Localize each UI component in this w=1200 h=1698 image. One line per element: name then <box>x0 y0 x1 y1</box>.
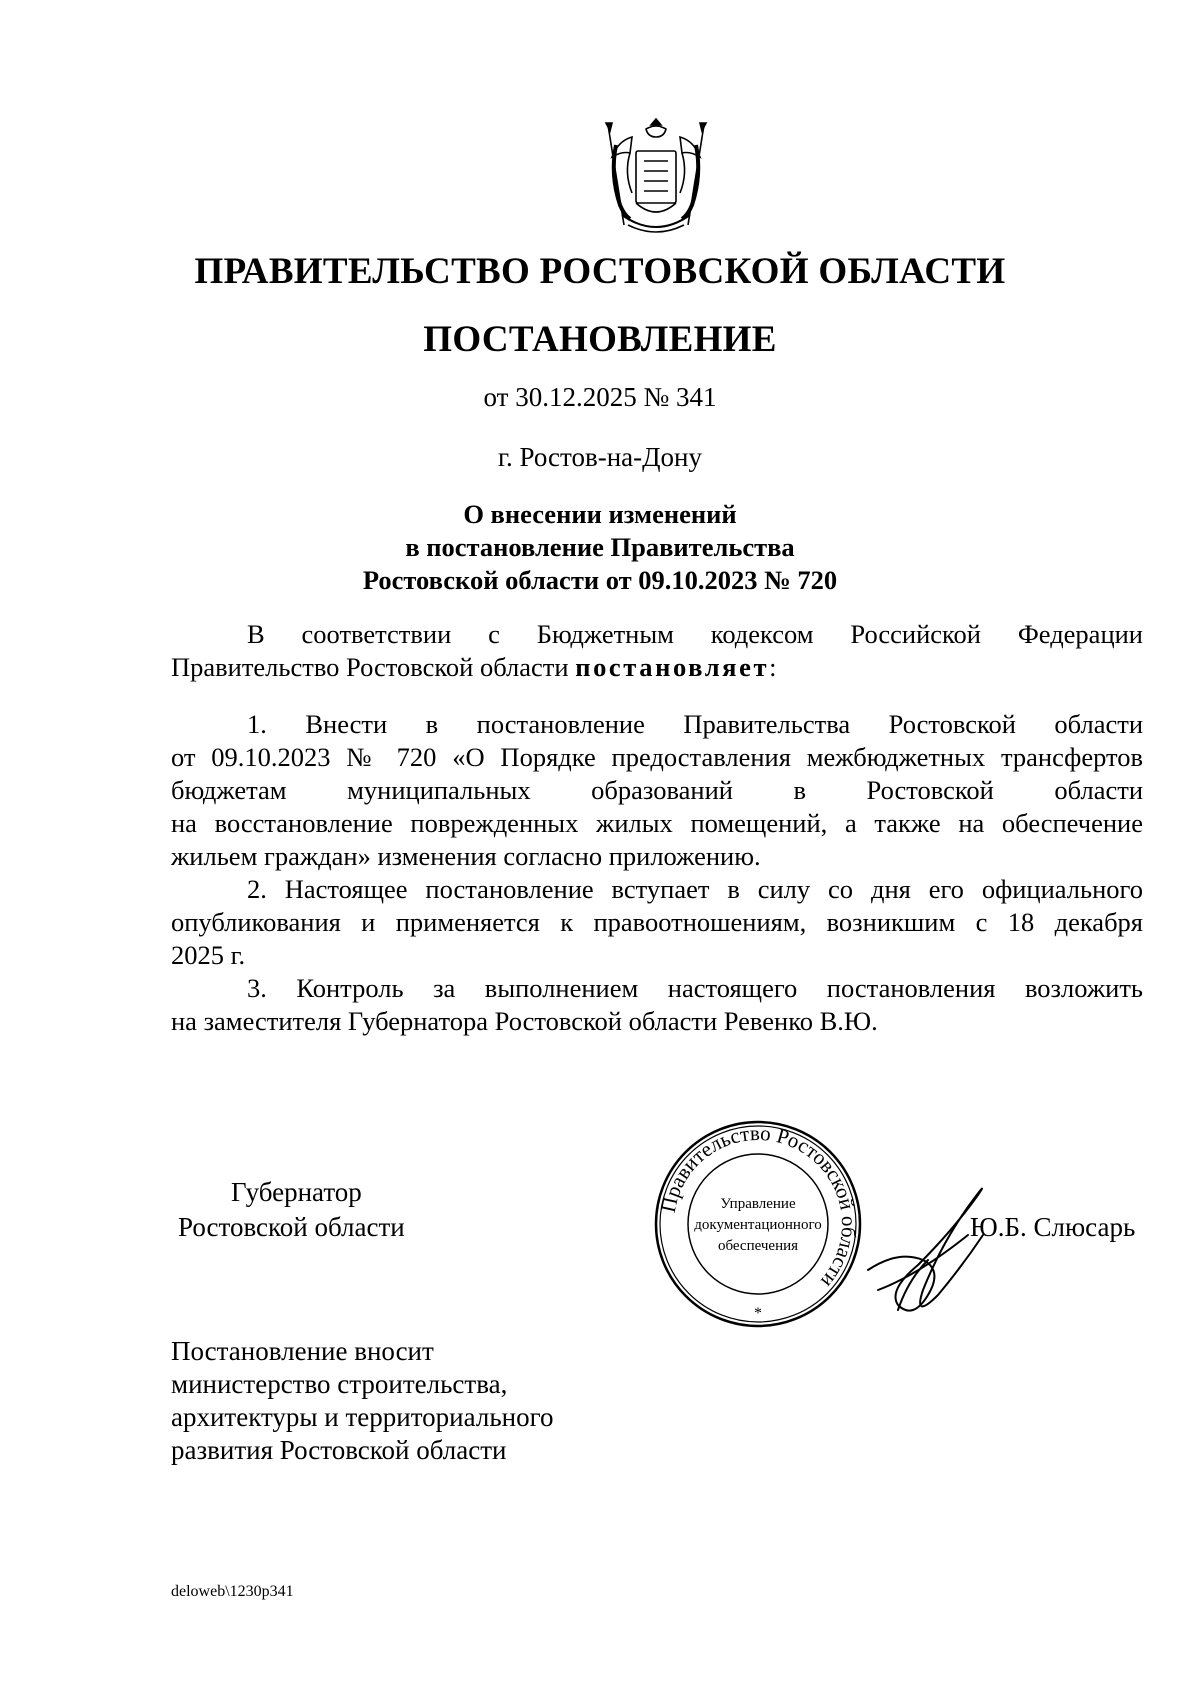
submitted-by-block <box>171 1335 554 1467</box>
submitted-by-line: архитектуры и территориального <box>171 1402 554 1432</box>
resolution-item-1 <box>171 708 1143 873</box>
item-line: жильем граждан» изменения согласно приложению. <box>171 841 761 871</box>
submitted-by-line: развития Ростовской области <box>171 1435 507 1465</box>
item-line: 1. Внести в постановление Правительства Ростовской области <box>247 709 1143 739</box>
item-line: бюджетам муниципальных образований в Ростовской области <box>171 775 1143 805</box>
signatory-name: Ю.Б. Слюсарь <box>970 1212 1136 1242</box>
organization-title: ПРАВИТЕЛЬСТВО РОСТОВСКОЙ ОБЛАСТИ <box>194 251 1006 292</box>
preamble-line <box>171 651 1143 684</box>
document-subject <box>0 498 1200 597</box>
document-date-number: от 30.12.2025 № 341 <box>483 382 717 412</box>
item-line: 2. Настоящее постановление вступает в силу со дня его официального <box>247 874 1143 904</box>
item-line: опубликования и применяется к правоотношениям, возникшим с 18 декабря <box>171 907 1143 937</box>
subject-line: в постановление Правительства <box>405 532 795 562</box>
preamble-paragraph <box>171 618 1143 684</box>
handwritten-signature <box>858 1160 1008 1360</box>
seal-inner-line: документационного <box>694 1217 822 1233</box>
subject-line: Ростовской области от 09.10.2023 № 720 <box>362 565 838 595</box>
signatory-position: Губернатор <box>231 1177 362 1207</box>
seal-star: * <box>754 1305 762 1322</box>
preamble-line: В соответствии с Бюджетным кодексом Российской Федерации <box>247 619 1143 649</box>
document-place: г. Ростов-на-Дону <box>497 442 702 472</box>
seal-inner-line: Управление <box>720 1196 796 1212</box>
seal-inner-line: обеспечения <box>717 1238 799 1254</box>
document-type-title: ПОСТАНОВЛЕНИЕ <box>423 319 777 360</box>
item-line: от 09.10.2023 № 720 «О Порядке предоставления межбюджетных трансфертов <box>171 742 1143 772</box>
preamble-text: Правительство Ростовской области <box>171 652 576 682</box>
file-reference: deloweb\1230p341 <box>171 1583 294 1600</box>
item-line: 3. Контроль за выполнением настоящего постановления возложить <box>247 973 1143 1003</box>
preamble-colon: : <box>769 652 777 682</box>
submitted-by-line: Постановление вносит <box>171 1336 434 1366</box>
signatory-region: Ростовской области <box>178 1212 405 1242</box>
resolution-item-3 <box>171 972 1143 1038</box>
submitted-by-line: министерство строительства, <box>171 1369 508 1399</box>
item-line: на восстановление поврежденных жилых помещений, а также на обеспечение <box>171 808 1143 838</box>
official-seal <box>652 1118 864 1330</box>
resolves-keyword: постановляет <box>575 652 770 682</box>
item-line: на заместителя Губернатора Ростовской области Ревенко В.Ю. <box>171 1006 878 1036</box>
subject-line: О внесении изменений <box>463 499 737 529</box>
seal-outer-text: Правительство Ростовской области <box>655 1120 862 1293</box>
resolution-item-2 <box>171 873 1143 972</box>
item-line: 2025 г. <box>171 940 246 970</box>
coat-of-arms-icon <box>602 115 710 243</box>
